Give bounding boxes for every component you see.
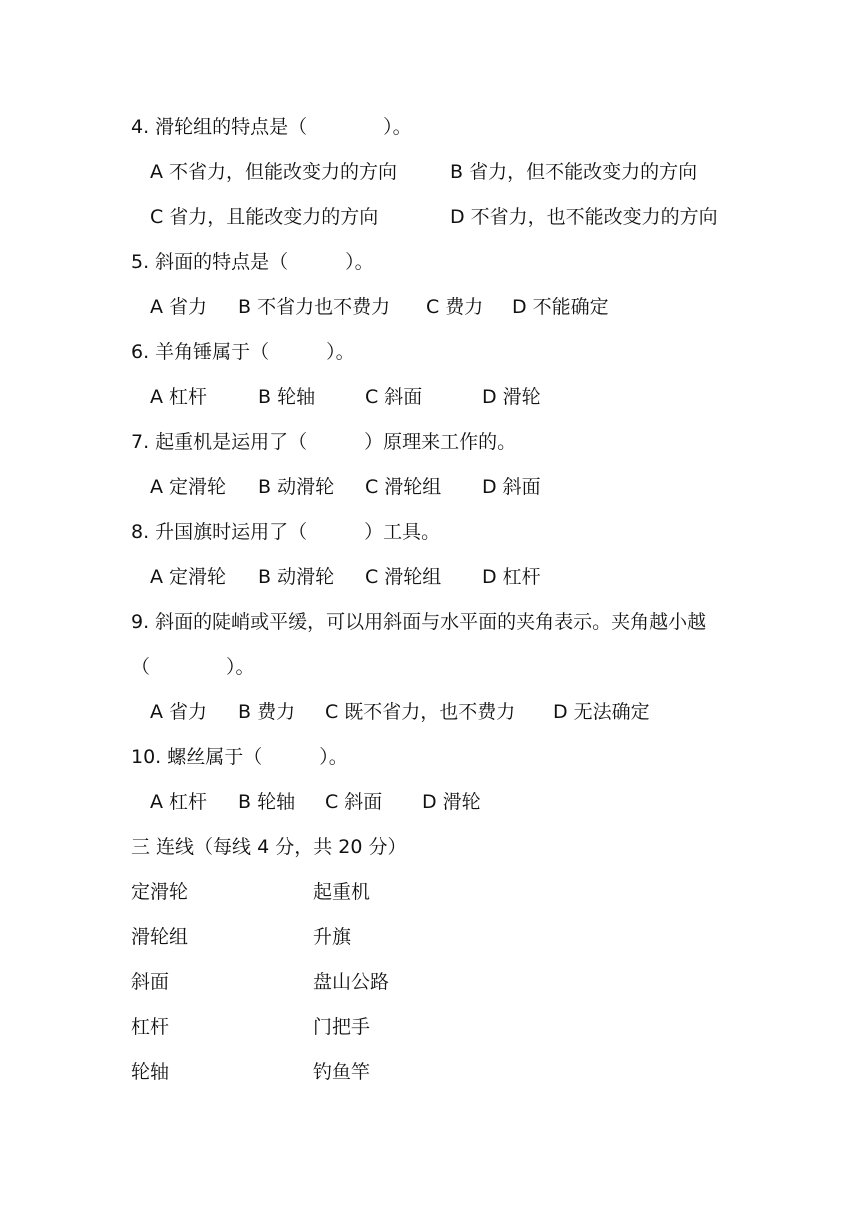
question-9-stem: 9. 斜面的陡峭或平缓，可以用斜面与水平面的夹角表示。夹角越小越 [131, 611, 707, 633]
section-3-title: 三 连线（每线 4 分，共 20 分） [131, 836, 407, 858]
question-5-stem: 5. 斜面的特点是（ ）。 [131, 251, 374, 273]
q8-option-d: D 杠杆 [482, 566, 541, 588]
question-9-stem-continued: （ ）。 [131, 656, 255, 678]
q9-option-c: C 既不省力，也不费力 [325, 701, 516, 723]
q4-option-a: A 不省力，但能改变力的方向 [150, 161, 398, 183]
match-left-item: 斜面 [131, 971, 170, 993]
question-7-stem: 7. 起重机是运用了（ ）原理来工作的。 [131, 431, 517, 453]
q5-option-c: C 费力 [426, 296, 484, 318]
q8-option-c: C 滑轮组 [365, 566, 442, 588]
q9-option-d: D 无法确定 [553, 701, 650, 723]
match-right-item: 升旗 [313, 926, 352, 948]
match-left-item: 杠杆 [131, 1016, 170, 1038]
match-right-item: 门把手 [313, 1016, 371, 1038]
q5-option-a: A 省力 [150, 296, 208, 318]
q5-option-b: B 不省力也不费力 [238, 296, 391, 318]
q10-option-d: D 滑轮 [422, 791, 481, 813]
question-4-stem: 4. 滑轮组的特点是（ ）。 [131, 116, 412, 138]
q6-option-c: C 斜面 [365, 386, 423, 408]
q6-option-a: A 杠杆 [150, 386, 208, 408]
q5-option-d: D 不能确定 [512, 296, 609, 318]
q6-option-d: D 滑轮 [482, 386, 541, 408]
q8-option-b: B 动滑轮 [258, 566, 335, 588]
question-8-stem: 8. 升国旗时运用了（ ）工具。 [131, 521, 441, 543]
match-left-item: 定滑轮 [131, 881, 189, 903]
q7-option-d: D 斜面 [482, 476, 541, 498]
q4-option-d: D 不省力，也不能改变力的方向 [450, 206, 718, 228]
q10-option-c: C 斜面 [325, 791, 383, 813]
q9-option-a: A 省力 [150, 701, 208, 723]
q9-option-b: B 费力 [238, 701, 296, 723]
match-left-item: 轮轴 [131, 1061, 170, 1083]
q10-option-b: B 轮轴 [238, 791, 296, 813]
question-6-stem: 6. 羊角锤属于（ ）。 [131, 341, 355, 363]
match-left-item: 滑轮组 [131, 926, 189, 948]
q8-option-a: A 定滑轮 [150, 566, 227, 588]
match-right-item: 盘山公路 [313, 971, 390, 993]
q7-option-a: A 定滑轮 [150, 476, 227, 498]
q7-option-b: B 动滑轮 [258, 476, 335, 498]
q4-option-c: C 省力，且能改变力的方向 [150, 206, 379, 228]
match-right-item: 钓鱼竿 [313, 1061, 371, 1083]
q6-option-b: B 轮轴 [258, 386, 316, 408]
question-10-stem: 10. 螺丝属于（ ）。 [131, 746, 348, 768]
q7-option-c: C 滑轮组 [365, 476, 442, 498]
q10-option-a: A 杠杆 [150, 791, 208, 813]
q4-option-b: B 省力，但不能改变力的方向 [450, 161, 698, 183]
match-right-item: 起重机 [313, 881, 371, 903]
